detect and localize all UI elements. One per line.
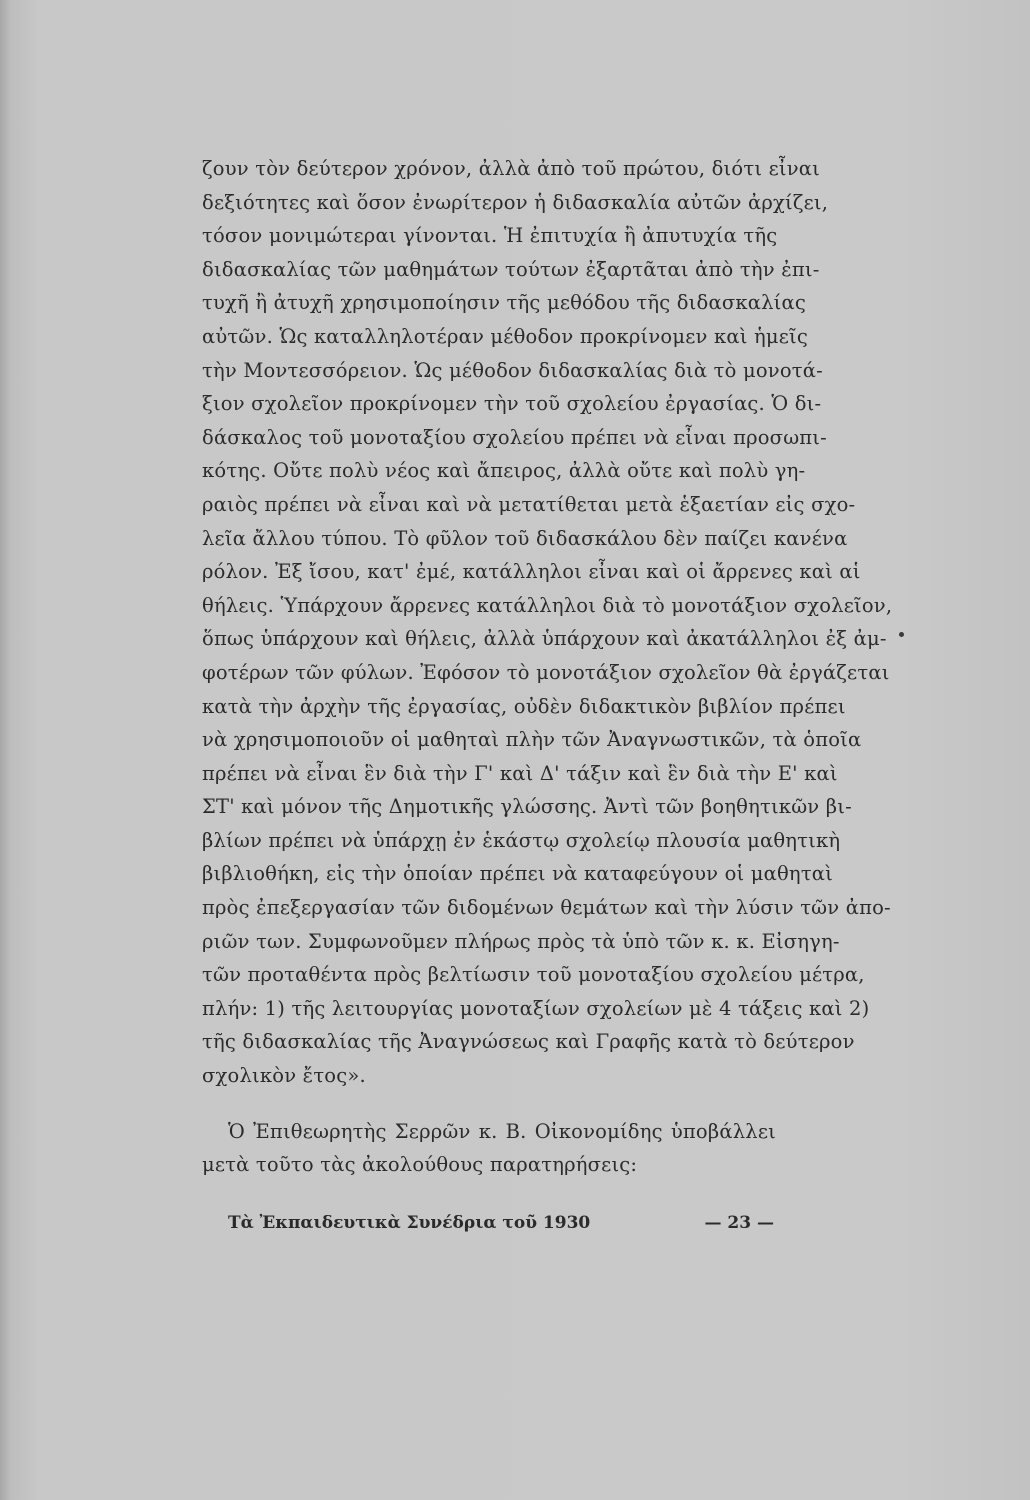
text-line: νὰ χρησιμοποιοῦν οἱ μαθηταὶ πλὴν τῶν Ἀναγνωστικῶν, τὰ ὁποῖα xyxy=(202,728,862,752)
footer-title: Τὰ Ἐκπαιδευτικὰ Συνέδρια τοῦ 1930 xyxy=(228,1213,591,1233)
text-line: δεξιότητες καὶ ὅσον ἐνωρίτερον ἡ διδασκαλία αὐτῶν ἀρχίζει, xyxy=(202,190,829,214)
text-line: κότης. Οὔτε πολὺ νέος καὶ ἄπειρος, ἀλλὰ οὔτε καὶ πολὺ γη- xyxy=(202,459,806,483)
text-line: βιβλιοθήκη, εἰς τὴν ὁποίαν πρέπει νὰ καταφεύγουν οἱ μαθηταὶ xyxy=(202,862,834,886)
text-line: δάσκαλος τοῦ μονοταξίου σχολείου πρέπει νὰ εἶναι προσωπι- xyxy=(202,425,827,449)
paragraph-gap xyxy=(202,1093,776,1115)
text-line: τόσον μονιμώτεραι γίνονται. Ἡ ἐπιτυχία ἢ ἀπυτυχία τῆς xyxy=(202,224,778,248)
text-line: ραιὸς πρέπει νὰ εἶναι καὶ νὰ μετατίθεται μετὰ ἑξαετίαν εἰς σχο- xyxy=(202,492,856,516)
text-line: ὅπως ὑπάρχουν καὶ θήλεις, ἀλλὰ ὑπάρχουν καὶ ἀκατάλληλοι ἐξ ἀμ- xyxy=(202,627,887,651)
text-line: ΣΤ' καὶ μόνον τῆς Δημοτικῆς γλώσσης. Ἀντὶ τῶν βοηθητικῶν βι- xyxy=(202,795,852,819)
text-line: πλήν: 1) τῆς λειτουργίας μονοταξίων σχολείων μὲ 4 τάξεις καὶ 2) xyxy=(202,996,870,1020)
text-line: τῆς διδασκαλίας τῆς Ἀναγνώσεως καὶ Γραφῆς κατὰ τὸ δεύτερον xyxy=(202,1030,855,1054)
text-line: τὴν Μοντεσσόρειον. Ὡς μέθοδον διδασκαλίας διὰ τὸ μονοτά- xyxy=(202,358,823,382)
text-line: βλίων πρέπει νὰ ὑπάρχῃ ἐν ἑκάστῳ σχολείῳ πλουσία μαθητικὴ xyxy=(202,828,841,852)
closing-line: μετὰ τοῦτο τὰς ἀκολούθους παρατηρήσεις: xyxy=(202,1153,638,1177)
ink-spot xyxy=(899,632,904,637)
text-line: τυχῆ ἢ ἀτυχῆ χρησιμοποίησιν τῆς μεθόδου τῆς διδασκαλίας xyxy=(202,291,806,315)
text-line: πρέπει νὰ εἶναι ἓν διὰ τὴν Γ' καὶ Δ' τάξιν καὶ ἓν διὰ τὴν Ε' καὶ xyxy=(202,761,838,785)
page-number: — 23 — xyxy=(704,1213,774,1233)
text-line: διδασκαλίας τῶν μαθημάτων τούτων ἐξαρτᾶται ἀπὸ τὴν ἐπι- xyxy=(202,257,820,281)
text-line: ξιον σχολεῖον προκρίνομεν τὴν τοῦ σχολείου ἐργασίας. Ὁ δι- xyxy=(202,392,822,416)
body-text xyxy=(202,152,893,1182)
text-line: λεῖα ἄλλου τύπου. Τὸ φῦλον τοῦ διδασκάλου δὲν παίζει κανένα xyxy=(202,526,848,550)
text-line: αὐτῶν. Ὡς καταλληλοτέραν μέθοδον προκρίνομεν καὶ ἡμεῖς xyxy=(202,324,808,348)
text-line: ρόλον. Ἐξ ἴσου, κατ' ἐμέ, κατάλληλοι εἶναι καὶ οἱ ἄρρενες καὶ αἱ xyxy=(202,560,861,584)
text-line: θήλεις. Ὑπάρχουν ἄρρενες κατάλληλοι διὰ τὸ μονοτάξιον σχολεῖον, xyxy=(202,593,893,617)
text-line: πρὸς ἐπεξεργασίαν τῶν διδομένων θεμάτων καὶ τὴν λύσιν τῶν ἀπο- xyxy=(202,896,891,920)
text-line: ριῶν των. Συμφωνοῦμεν πλήρως πρὸς τὰ ὑπὸ τῶν κ. κ. Εἰσηγη- xyxy=(202,929,840,953)
text-line: τῶν προταθέντα πρὸς βελτίωσιν τοῦ μονοταξίου σχολείου μέτρα, xyxy=(202,963,865,987)
text-line: κατὰ τὴν ἀρχὴν τῆς ἐργασίας, οὐδὲν διδακτικὸν βιβλίον πρέπει xyxy=(202,694,846,718)
text-line: φοτέρων τῶν φύλων. Ἐφόσον τὸ μονοτάξιον σχολεῖον θὰ ἐργάζεται xyxy=(202,660,890,684)
text-line: σχολικὸν ἔτος». xyxy=(202,1064,366,1088)
closing-line: Ὁ Ἐπιθεωρητὴς Σερρῶν κ. Β. Οἰκονομίδης ὑποβάλλει xyxy=(228,1119,776,1143)
text-line: ζουν τὸν δεύτερον χρόνον, ἀλλὰ ἀπὸ τοῦ πρώτου, διότι εἶναι xyxy=(202,157,820,180)
